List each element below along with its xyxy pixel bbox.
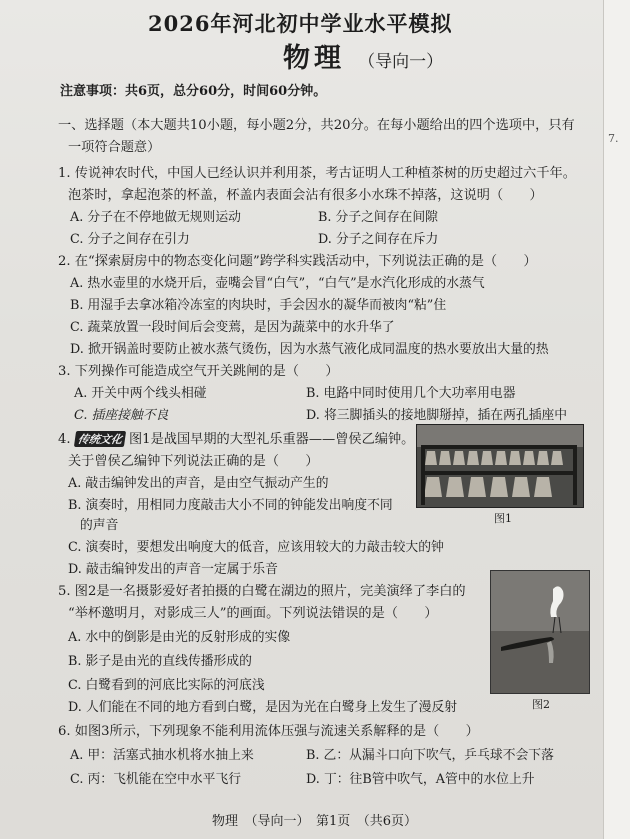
q1-option-c[interactable]: C. 分子之间存在引力 <box>70 232 190 247</box>
exam-title: 2026年河北初中学业水平模拟 <box>148 11 453 36</box>
q5-option-d[interactable]: D. 人们能在不同的地方看到白鹭，是因为光在白鹭身上发生了漫反射 <box>68 700 458 715</box>
subject-heading <box>283 36 443 75</box>
q5-stem-line2: “举杯邀明月，对影成三人”的画面。下列说法错误的是（ ） <box>68 606 438 621</box>
subject-name: 物理 <box>283 43 345 74</box>
figure-1-chime-bells-photo <box>416 424 584 508</box>
adjacent-page-edge <box>603 0 630 839</box>
subject-variant: （导向一） <box>358 52 444 72</box>
q3-option-b[interactable]: B. 电路中同时使用几个大功率用电器 <box>306 386 516 401</box>
q5-option-c[interactable]: C. 白鹭看到的河底比实际的河底浅 <box>68 678 265 693</box>
q4-stem-line2: 关于曾侯乙编钟下列说法正确的是（ ） <box>68 454 319 469</box>
q6-option-b[interactable]: B. 乙：从漏斗口向下吹气，乒乓球不会下落 <box>306 748 554 763</box>
q1-stem-line1: 1. 传说神农时代，中国人已经认识并利用茶，考古证明人工种植茶树的历史超过六千年。 <box>58 166 576 181</box>
q2-stem: 2. 在“探索厨房中的物态变化问题”跨学科实践活动中，下列说法正确的是（ ） <box>58 254 537 269</box>
page-footer: 物理 （导向一） 第1页 （共6页） <box>212 814 418 829</box>
q2-option-d[interactable]: D. 掀开锅盖时要防止被水蒸气烫伤，因为水蒸气液化成同温度的热水要放出大量的热 <box>70 342 549 357</box>
q4-option-c[interactable]: C. 演奏时，要想发出响度大的低音，应该用较大的力敲击较大的钟 <box>68 540 444 555</box>
q4-option-b-line2[interactable]: 的声音 <box>80 518 119 533</box>
q5-option-b[interactable]: B. 影子是由光的直线传播形成的 <box>68 654 252 669</box>
traditional-culture-badge: 传统文化 <box>74 431 126 447</box>
q6-stem: 6. 如图3所示，下列现象不能利用流体压强与流速关系解释的是（ ） <box>58 724 479 739</box>
q1-option-a[interactable]: A. 分子在不停地做无规则运动 <box>70 210 241 225</box>
figure-1-caption: 图1 <box>494 512 512 525</box>
q2-option-a[interactable]: A. 热水壶里的水烧开后，壶嘴会冒“白气”，“白气”是水汽化形成的水蒸气 <box>70 276 485 291</box>
q3-option-d[interactable]: D. 将三脚插头的接地脚掰掉，插在两孔插座中 <box>306 408 568 423</box>
q4-number: 4. <box>58 432 71 447</box>
figure-2-egret-photo <box>490 570 590 694</box>
section-heading-line1: 一、选择题（本大题共10小题，每小题2分，共20分。在每小题给出的四个选项中，只有 <box>58 118 575 133</box>
q1-stem-line2: 泡茶时，拿起泡茶的杯盖，杯盖内表面会沾有很多小水珠不掉落，这说明（ ） <box>68 188 543 203</box>
q3-option-a[interactable]: A. 开关中两个线头相碰 <box>74 386 207 401</box>
section-heading-line2: 一项符合题意） <box>68 140 161 155</box>
q4-option-d[interactable]: D. 敲击编钟发出的声音一定属于乐音 <box>68 562 278 577</box>
q2-option-b[interactable]: B. 用湿手去拿冰箱冷冻室的肉块时，手会因水的凝华而被肉“粘”住 <box>70 298 447 313</box>
q6-option-c[interactable]: C. 丙：飞机能在空中水平飞行 <box>70 772 242 787</box>
q6-option-d[interactable]: D. 丁：往B管中吹气，A管中的水位上升 <box>306 772 535 787</box>
figure-2-caption: 图2 <box>532 698 550 711</box>
egret-image <box>491 571 589 693</box>
q6-option-a[interactable]: A. 甲：活塞式抽水机将水抽上来 <box>70 748 254 763</box>
q5-stem-line1: 5. 图2是一名摄影爱好者拍摄的白鹭在湖边的照片，完美演绎了李白的 <box>58 584 466 599</box>
q3-option-c[interactable]: C. 插座接触不良 <box>74 408 169 423</box>
q1-option-d[interactable]: D. 分子之间存在斥力 <box>318 232 439 247</box>
q4-stem-line1 <box>58 428 414 447</box>
q3-stem: 3. 下列操作可能造成空气开关跳闸的是（ ） <box>58 364 339 379</box>
q5-option-a[interactable]: A. 水中的倒影是由光的反射形成的实像 <box>68 630 291 645</box>
q4-option-b-line1[interactable]: B. 演奏时，用相同力度敲击大小不同的钟能发出响度不同 <box>68 498 393 513</box>
q1-option-b[interactable]: B. 分子之间存在间隙 <box>318 210 438 225</box>
q2-option-c[interactable]: C. 蔬菜放置一段时间后会变蔫，是因为蔬菜中的水升华了 <box>70 320 395 335</box>
margin-mark: 7. <box>608 132 619 145</box>
chime-bells-image <box>417 425 583 507</box>
q4-option-a[interactable]: A. 敲击编钟发出的声音，是由空气振动产生的 <box>68 476 329 491</box>
notice: 注意事项：共6页，总分60分，时间60分钟。 <box>60 84 327 99</box>
q4-stem-text: 图1是战国早期的大型礼乐重器——曾侯乙编钟。 <box>129 432 415 447</box>
